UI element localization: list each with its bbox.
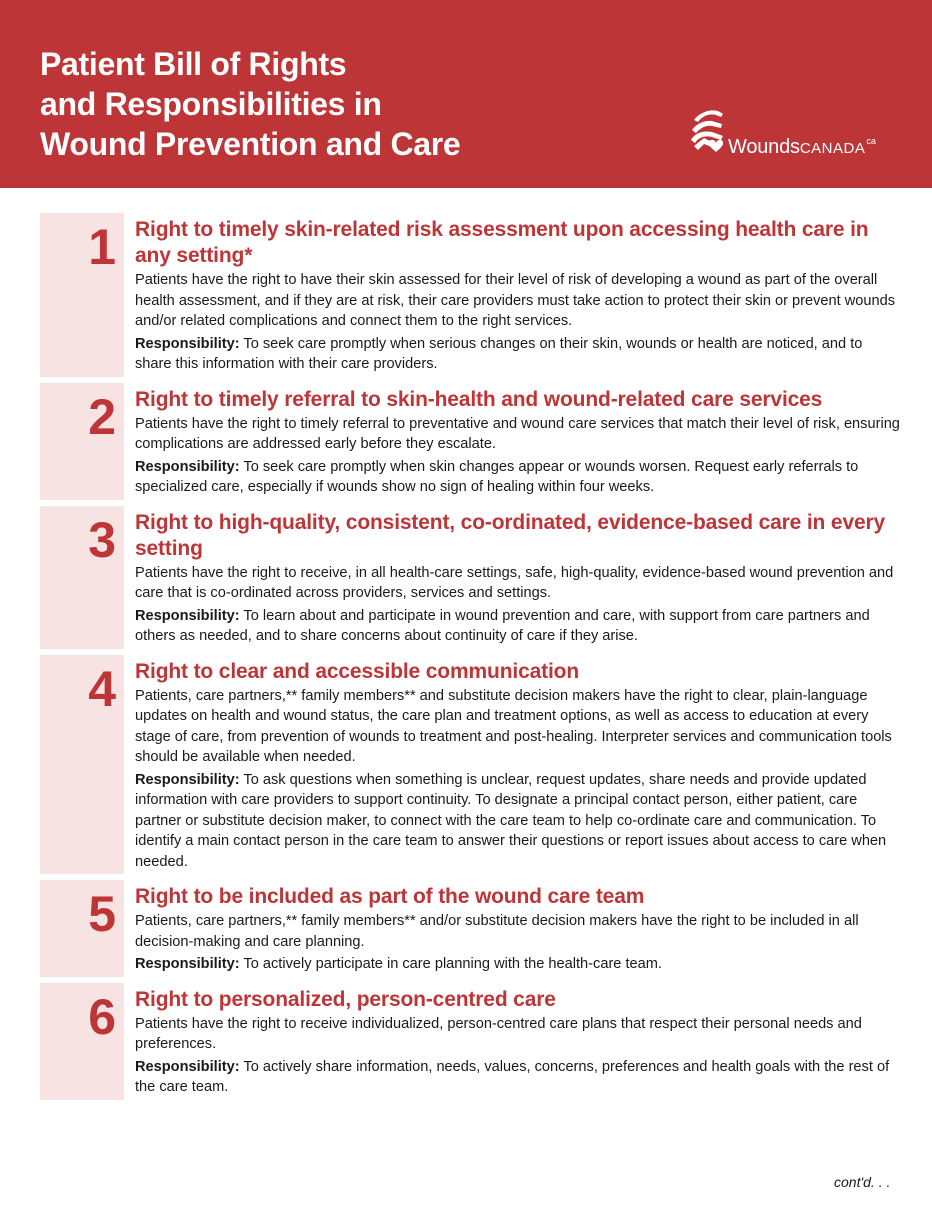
right-content bbox=[124, 983, 900, 1100]
responsibility-text bbox=[135, 457, 900, 498]
responsibility-label: Responsibility: bbox=[135, 956, 240, 972]
right-description: Patients have the right to have their skin assessed for their level of risk of developing a wound as part of the overall health assessment, and if they are at risk, their care providers must take action to protect their skin or prevent wounds and/or related complications and connect them to the right services. bbox=[135, 272, 896, 329]
right-number: 5 bbox=[88, 886, 116, 942]
logo-country: CANADA bbox=[799, 140, 866, 157]
right-number: 2 bbox=[88, 388, 116, 445]
page-title bbox=[40, 44, 460, 164]
responsibility-label: Responsibility: bbox=[135, 607, 240, 624]
responsibility-label: Responsibility: bbox=[135, 335, 240, 352]
responsibility-description: To learn about and participate in wound prevention and care, with support from care partners and others as needed, and to share concerns about continuity of care if they arise. bbox=[135, 607, 870, 644]
right-content bbox=[124, 506, 900, 649]
right-number: 6 bbox=[88, 988, 116, 1045]
right-title: Right to timely referral to skin-health and wound-related care services bbox=[135, 387, 823, 411]
right-title: Right to clear and accessible communication bbox=[135, 659, 580, 683]
right-item bbox=[40, 880, 900, 977]
right-content bbox=[124, 383, 900, 500]
right-content bbox=[124, 880, 900, 977]
logo-word: Wounds bbox=[728, 136, 800, 158]
right-title: Right to timely skin-related risk assessment upon accessing health care in any setting* bbox=[135, 218, 869, 267]
page-title-line-2: and Responsibilities in bbox=[40, 86, 382, 122]
right-number: 3 bbox=[88, 511, 116, 568]
logo-suffix: ca bbox=[866, 136, 876, 146]
page-title-line-3: Wound Prevention and Care bbox=[40, 126, 461, 162]
responsibility-text bbox=[135, 954, 900, 975]
right-title: Right to high-quality, consistent, co-ordinated, evidence-based care in every setting bbox=[135, 510, 886, 560]
wounds-canada-logo bbox=[690, 106, 910, 166]
responsibility-label: Responsibility: bbox=[135, 771, 240, 788]
responsibility-text bbox=[135, 1057, 900, 1098]
right-description: Patients have the right to timely referral to preventative and wound care services that match their level of risk, ensuring complications are addressed early before they escalate. bbox=[135, 415, 900, 452]
continued-note: cont'd. . . bbox=[834, 1174, 891, 1190]
right-description: Patients have the right to receive individualized, person-centred care plans that respect their personal needs and preferences. bbox=[135, 1015, 862, 1052]
right-description: Patients, care partners,** family members** and/or substitute decision makers have the right to be included in all decision-making and care planning. bbox=[135, 913, 859, 950]
right-number: 1 bbox=[88, 219, 116, 275]
responsibility-description: To actively share information, needs, values, concerns, preferences and health goals with the rest of the care team. bbox=[135, 1058, 890, 1095]
right-content bbox=[124, 655, 900, 875]
right-description: Patients, care partners,** family members** and substitute decision makers have the right to clear, plain-language updates on health and wound status, the care plan and treatment options, as well as access to education at every stage of care, from prevention of wounds to treatment and post-healing. Interpreter services and communication tools should be available when needed. bbox=[135, 687, 892, 765]
responsibility-text bbox=[135, 334, 900, 375]
number-block bbox=[40, 880, 124, 977]
responsibility-text bbox=[135, 770, 900, 873]
right-number: 4 bbox=[88, 660, 116, 717]
right-content bbox=[124, 213, 900, 377]
logo-wordmark bbox=[728, 136, 876, 159]
header-banner bbox=[0, 0, 932, 188]
right-item bbox=[40, 655, 900, 875]
right-title: Right to personalized, person-centred care bbox=[135, 987, 556, 1011]
responsibility-description: To seek care promptly when skin changes appear or wounds worsen. Request early referrals to specialized care, especially if wounds show no sign of healing within four weeks. bbox=[135, 458, 859, 495]
responsibility-description: To seek care promptly when serious changes on their skin, wounds or health are noticed, and to share this information with their care providers. bbox=[135, 335, 863, 372]
number-block bbox=[40, 506, 124, 649]
right-item bbox=[40, 983, 900, 1100]
number-block bbox=[40, 213, 124, 377]
number-block bbox=[40, 655, 124, 875]
right-title: Right to be included as part of the wound care team bbox=[135, 885, 645, 908]
responsibility-label: Responsibility: bbox=[135, 458, 240, 475]
responsibility-description: To actively participate in care planning with the health-care team. bbox=[239, 956, 662, 972]
responsibility-text bbox=[135, 606, 900, 647]
responsibility-label: Responsibility: bbox=[135, 1058, 240, 1075]
right-description: Patients have the right to receive, in all health-care settings, safe, high-quality, evidence-based wound prevention and care that is co-ordinated across providers, services and settings. bbox=[135, 564, 894, 601]
right-item bbox=[40, 213, 900, 377]
hand-heart-icon bbox=[690, 106, 726, 156]
number-block bbox=[40, 383, 124, 500]
page-title-line-1: Patient Bill of Rights bbox=[40, 46, 347, 82]
right-item bbox=[40, 383, 900, 500]
number-block bbox=[40, 983, 124, 1100]
right-item bbox=[40, 506, 900, 649]
rights-list bbox=[40, 213, 900, 1106]
responsibility-description: To ask questions when something is unclear, request updates, share needs and provide updated information with care providers to support continuity. To designate a principal contact person, either patient, care partner or substitute decision maker, to connect with the care team to help co-ordinate care and communication. To identify a main contact person in the care team to answer their questions or report issues about access to care when needed. bbox=[135, 771, 887, 870]
